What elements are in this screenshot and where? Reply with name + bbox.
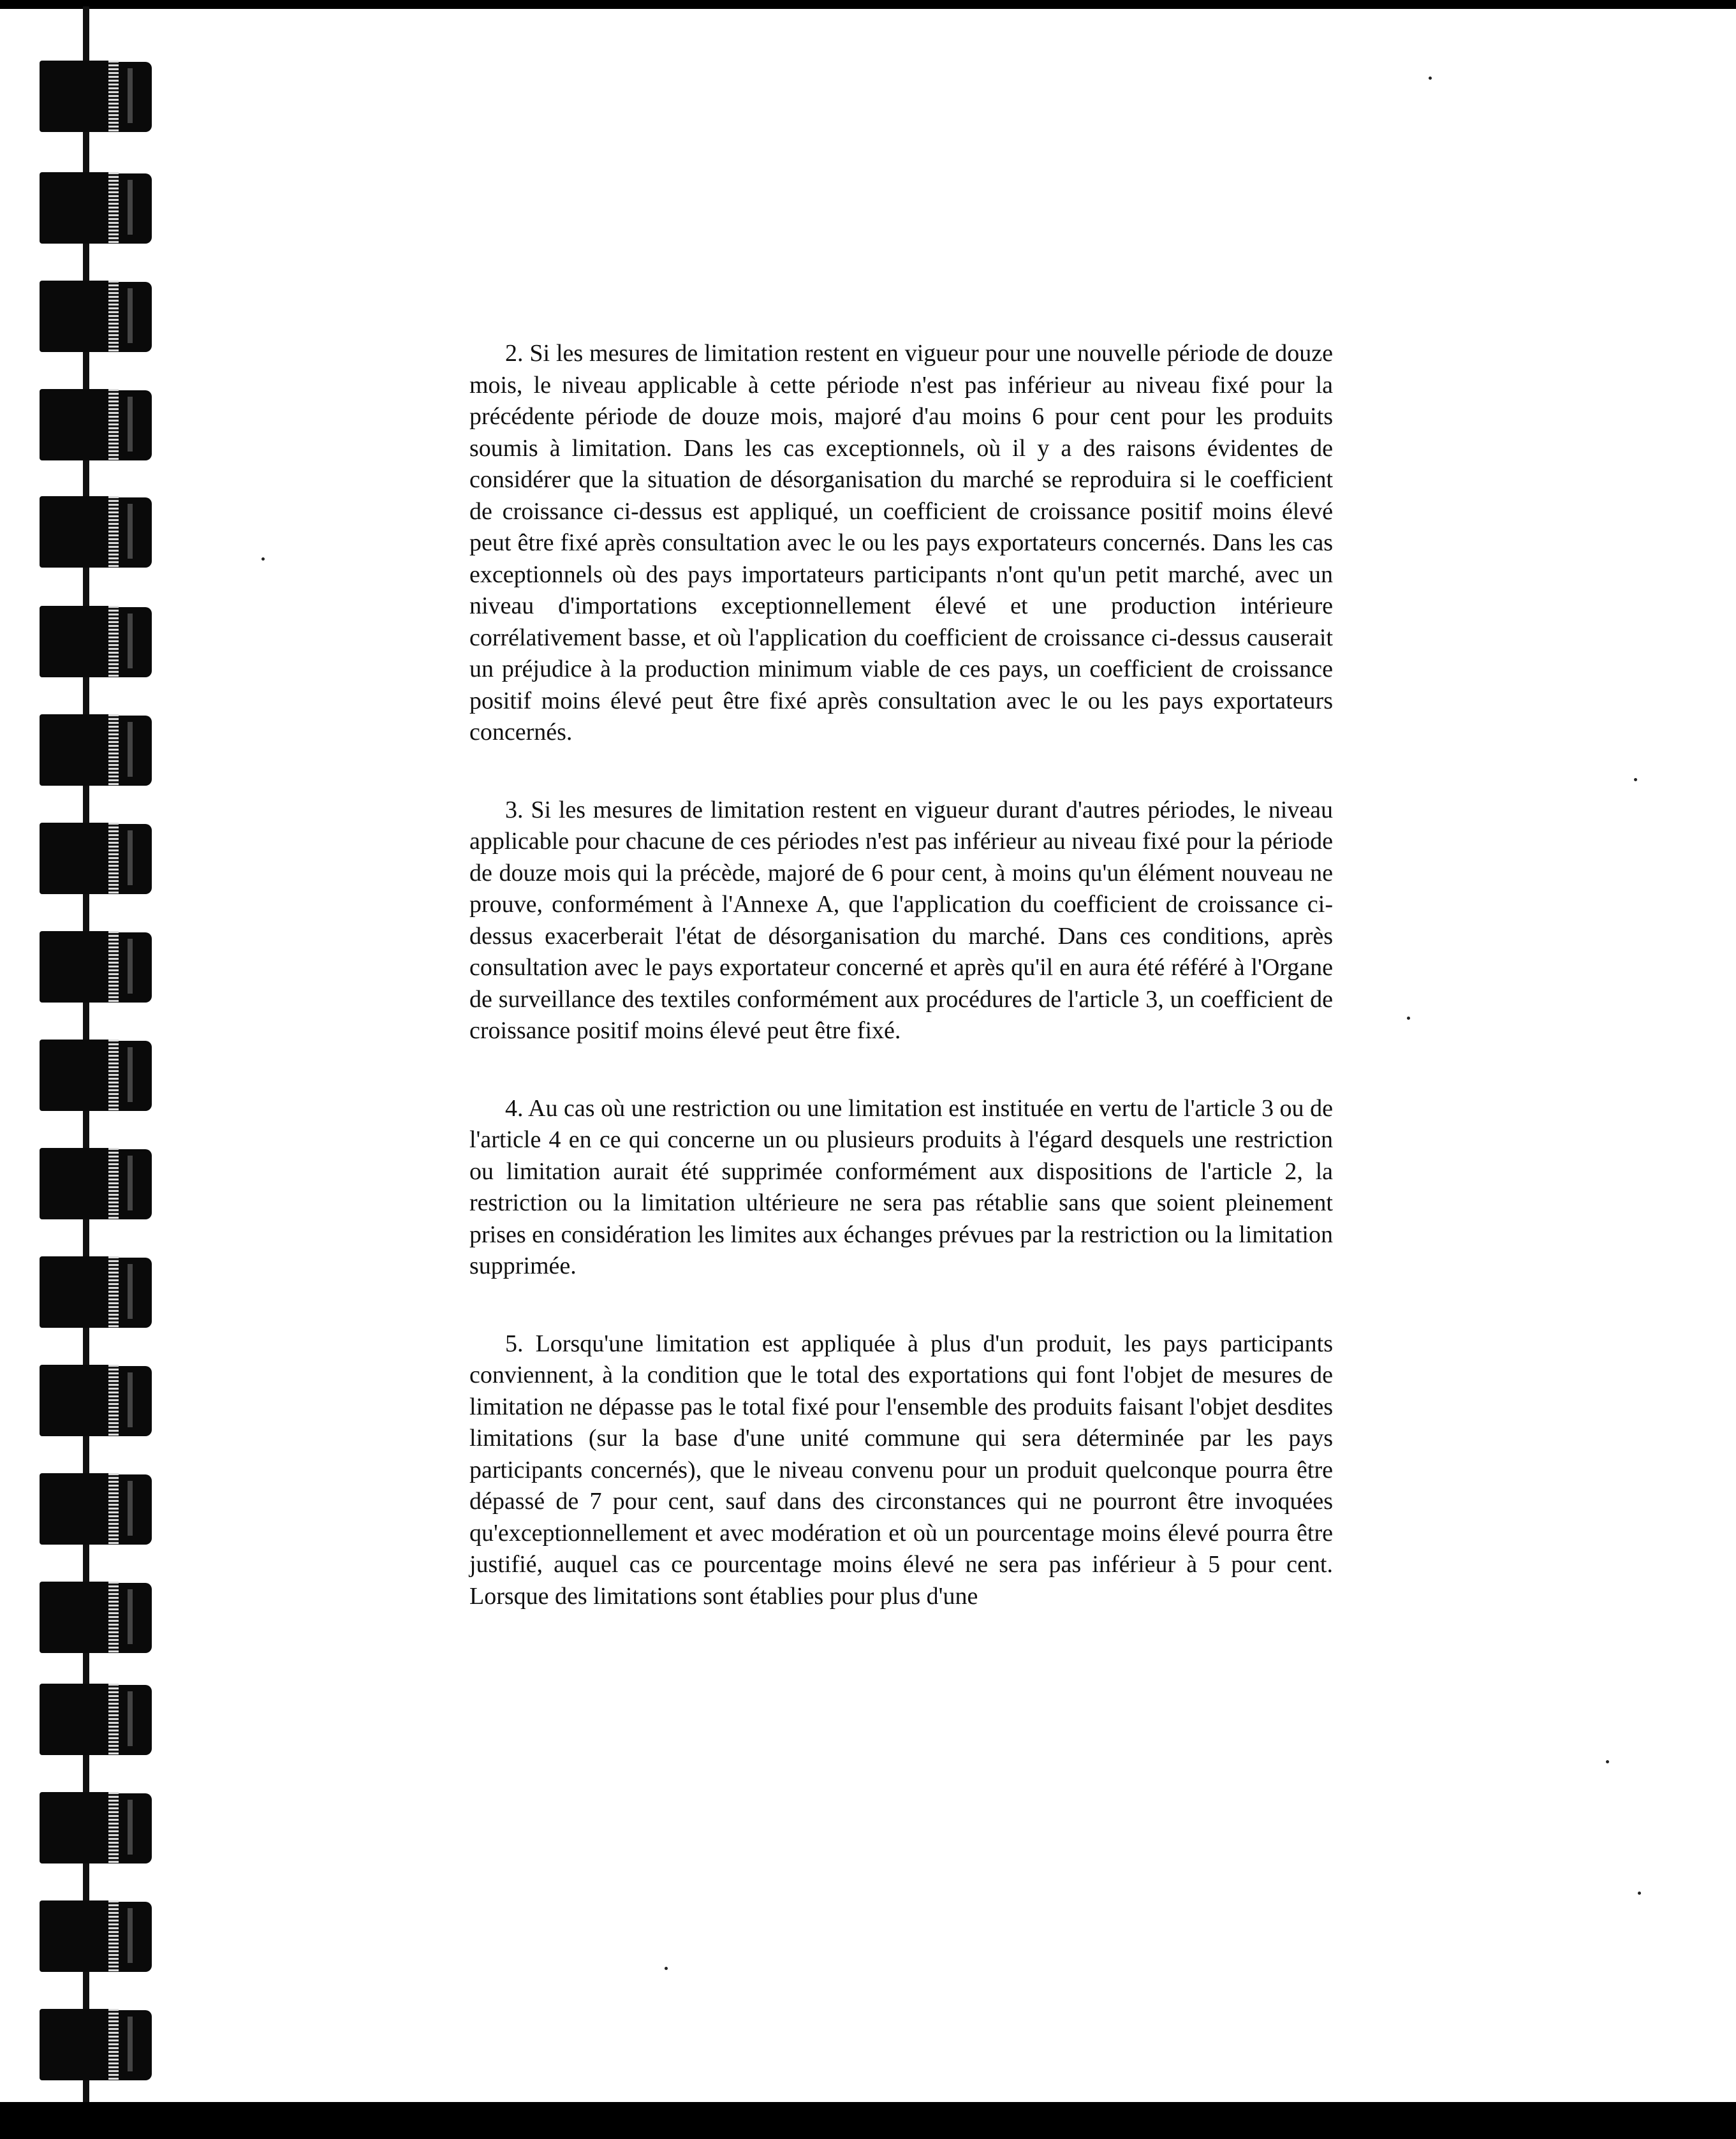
paragraph-4: 4. Au cas où une restriction ou une limitation est instituée en vertu de l'article 3 ou de l'article 4 en ce qui concerne un ou plusieurs produits à l'égard desquels une restriction ou limitation aurait été supprimée conformément aux dispositions de l'article 2, la restriction ou la limitation ultérieure ne sera pas rétablie sans que soient pleinement prises en considération les limites aux échanges prévues par la restriction ou la limitation supprimée. <box>469 1094 1333 1279</box>
binding-coil <box>40 1148 152 1219</box>
paragraph-2: 2. Si les mesures de limitation restent en vigueur pour une nouvelle période de douze mois, le niveau applicable à cette période n'est pas inférieur au niveau fixé pour la précédente période de douze mois, majoré d'au moins 6 pour cent pour les produits soumis à limitation. Dans les cas exceptionnels, où il y a des raisons évidentes de considérer que la situation de désorganisation du marché se reproduira si le coefficient de croissance ci-dessus est appliqué, un coefficient de croissance positif moins élevé peut être fixé après consultation avec le ou les pays exportateurs concernés. Dans les cas exceptionnels où des pays importateurs participants n'ont qu'un petit marché, avec un niveau d'importations exceptionnellement élevé et une production intérieure corrélativement basse, et où l'application du coefficient de croissance ci-dessus causerait un préjudice à la production minimum viable de ces pays, un coefficient de croissance positif moins élevé peut être fixé après consultation avec le ou les pays exportateurs concernés. <box>469 340 1333 746</box>
spiral-binding <box>0 0 166 2139</box>
scan-speck <box>665 1967 668 1970</box>
binding-coil <box>40 1684 152 1755</box>
binding-coil <box>40 606 152 677</box>
document-body <box>469 338 1333 1612</box>
binding-coil <box>40 496 152 568</box>
binding-coil <box>40 1256 152 1328</box>
binding-coil <box>40 714 152 786</box>
scan-top-edge <box>0 0 1736 9</box>
scan-bottom-edge <box>0 2102 1736 2139</box>
scan-speck <box>1429 77 1432 80</box>
binding-coil <box>40 823 152 894</box>
binding-coil <box>40 389 152 460</box>
scan-speck <box>1606 1760 1609 1763</box>
binding-coil <box>40 1473 152 1545</box>
binding-coil <box>40 1900 152 1972</box>
scan-speck <box>1638 1892 1641 1895</box>
binding-coil <box>40 2009 152 2080</box>
binding-coil <box>40 1792 152 1863</box>
scan-speck <box>261 557 265 561</box>
binding-coil <box>40 281 152 352</box>
scan-speck <box>1407 1017 1410 1020</box>
scan-speck <box>1634 778 1637 781</box>
binding-coil <box>40 61 152 132</box>
binding-coil <box>40 1365 152 1436</box>
binding-coil <box>40 172 152 244</box>
binding-coil <box>40 1040 152 1111</box>
binding-coil <box>40 931 152 1003</box>
binding-coil <box>40 1582 152 1653</box>
paragraph-5: 5. Lorsqu'une limitation est appliquée à plus d'un produit, les pays participants conviennent, à la condition que le total des exportations qui font l'objet de mesures de limitation ne dépasse pas le total fixé pour l'ensemble des produits faisant l'objet desdites limitations (sur la base d'une unité commune qui sera déterminée par les pays participants concernés), que le niveau convenu pour un produit quelconque pourra être dépassé de 7 pour cent, sauf dans des circonstances qui ne pourront être invoquées qu'exceptionnellement et avec modération et où un pourcentage moins élevé pourra être justifié, auquel cas ce pourcentage moins élevé ne sera pas inférieur à 5 pour cent. Lorsque des limitations sont établies pour plus d'une <box>469 1330 1333 1610</box>
paragraph-3: 3. Si les mesures de limitation restent en vigueur durant d'autres périodes, le niveau applicable pour chacune de ces périodes n'est pas inférieur au niveau fixé pour la période de douze mois qui la précède, majoré de 6 pour cent, à moins qu'un élément nouveau ne prouve, conformément à l'Annexe A, que l'application du coefficient de croissance ci-dessus exacerberait l'état de désorganisation du marché. Dans ces conditions, après consultation avec le pays exportateur concerné et après qu'il en aura été référé à l'Organe de surveillance des textiles conformément aux procédures de l'article 3, un coefficient de croissance positif moins élevé peut être fixé. <box>469 796 1333 1044</box>
